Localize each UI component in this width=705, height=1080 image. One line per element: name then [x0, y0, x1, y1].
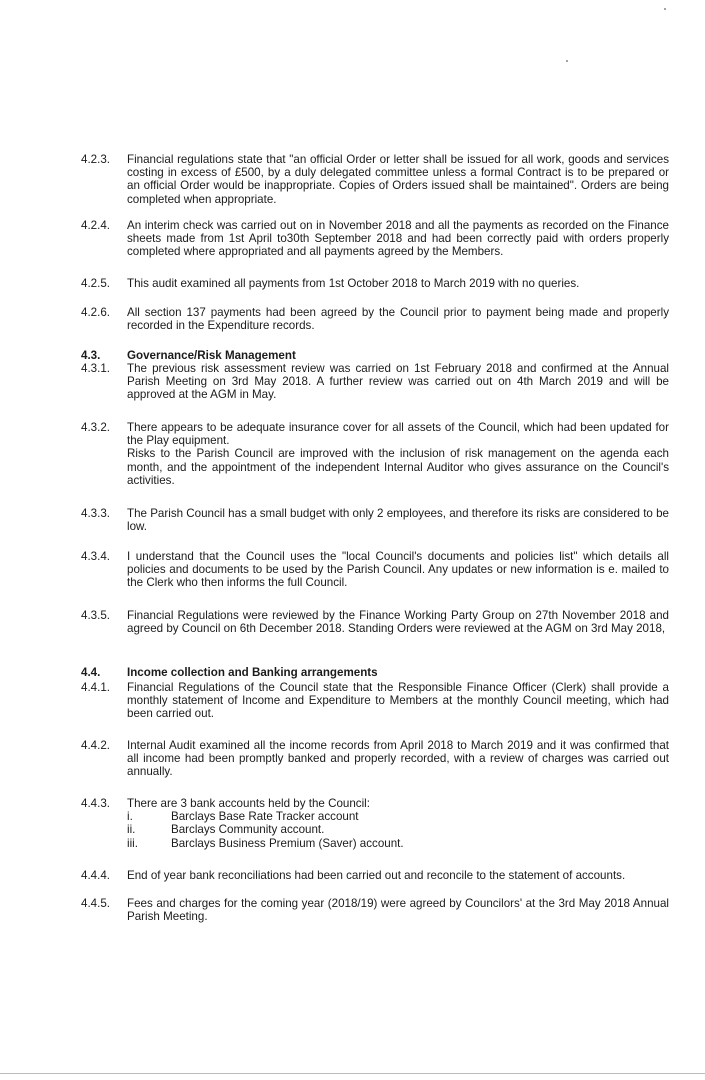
paragraph-text: Financial Regulations of the Council state that the Responsible Finance Officer (Clerk) shall provide a monthly statement of Income and Expenditure to Members at the monthly Council meeting, which had been carried out. [127, 681, 669, 721]
paragraph-number: 4.4.4. [81, 869, 111, 882]
paragraph-4-4-1 [81, 681, 669, 721]
paragraph-4-3-3 [81, 507, 669, 533]
paragraph-number: 4.2.6. [81, 306, 111, 319]
list-item [127, 837, 669, 850]
section-title: Income collection and Banking arrangements [127, 666, 378, 679]
paragraph-4-4-2 [81, 739, 669, 779]
list-numeral: ii. [127, 823, 136, 837]
paragraph-number: 4.4.2. [81, 739, 111, 752]
paragraph-number: 4.2.4. [81, 219, 111, 232]
paragraph-4-4-4 [81, 869, 669, 882]
section-heading-4-3 [81, 349, 669, 362]
paragraph-4-3-4 [81, 550, 669, 590]
paragraph-text: I understand that the Council uses the "local Council's documents and policies list" which details all policies and documents to be used by the Parish Council. Any updates or new information is e. mailed to the Clerk who then informs the full Council. [127, 550, 669, 590]
list-item-label: Barclays Business Premium (Saver) account. [171, 836, 404, 850]
paragraph-number: 4.4.5. [81, 897, 111, 910]
section-number: 4.3. [81, 349, 101, 362]
list-numeral: i. [127, 810, 133, 824]
paragraph-4-3-2 [81, 421, 669, 487]
list-numeral: iii. [127, 836, 138, 850]
paragraph-4-2-6 [81, 306, 669, 332]
paragraph-text: Financial Regulations were reviewed by the Finance Working Party Group on 27th November 2018 and agreed by Council on 6th December 2018. Standing Orders were reviewed at the AGM on 3rd May 2018, [127, 609, 669, 636]
paragraph-4-2-3 [81, 153, 669, 206]
paragraph-number: 4.2.5. [81, 277, 111, 290]
paragraph-number: 4.3.2. [81, 421, 111, 434]
paragraph-4-2-4 [81, 219, 669, 259]
paragraph-text: This audit examined all payments from 1st October 2018 to March 2019 with no queries. [127, 277, 580, 290]
paragraph-text: There are 3 bank accounts held by the Council: [127, 797, 370, 810]
paragraph-number: 4.4.1. [81, 681, 111, 694]
paragraph-4-4-3 [81, 797, 669, 850]
bank-accounts-list [127, 810, 669, 850]
paragraph-text: The Parish Council has a small budget with only 2 employees, and therefore its risks are considered to be low. [127, 507, 669, 534]
list-item-label: Barclays Base Rate Tracker account [171, 810, 359, 824]
scan-speck [664, 8, 666, 10]
paragraph-text: An interim check was carried out on in November 2018 and all the payments as recorded on the Finance sheets made from 1st April to30th September 2018 and had been correctly paid with orders properly completed where appropriated and all payments agreed by the Members. [127, 219, 669, 259]
paragraph-number: 4.3.4. [81, 550, 111, 563]
scan-speck [566, 60, 568, 62]
paragraph-text: There appears to be adequate insurance cover for all assets of the Council, which had been updated for the Play equipment. [127, 421, 669, 448]
paragraph-text: Fees and charges for the coming year (2018/19) were agreed by Councilors' at the 3rd May 2018 Annual Parish Meeting. [127, 897, 669, 924]
paragraph-text: Financial regulations state that "an official Order or letter shall be issued for all work, goods and services costing in excess of £500, by a duly delegated committee unless a formal Contract is to be prepared or an official Order would be inappropriate. Copies of Orders issued shall be maintained". Orders are being completed when appropriate. [127, 153, 669, 206]
paragraph-4-2-5 [81, 277, 669, 290]
paragraph-number: 4.3.5. [81, 609, 111, 622]
paragraph-text: End of year bank reconciliations had been carried out and reconcile to the statement of accounts. [127, 869, 626, 882]
paragraph-number: 4.3.3. [81, 507, 111, 520]
paragraph-text: Internal Audit examined all the income records from April 2018 to March 2019 and it was confirmed that all income had been promptly banked and properly recorded, with a review of charges was carried out annually. [127, 739, 669, 779]
section-title: Governance/Risk Management [127, 349, 296, 362]
list-item-label: Barclays Community account. [171, 823, 325, 837]
list-item [127, 823, 669, 836]
paragraph-number: 4.4.3. [81, 797, 111, 810]
paragraph-4-4-5 [81, 897, 669, 923]
paragraph-text: All section 137 payments had been agreed by the Council prior to payment being made and properly recorded in the Expenditure records. [127, 306, 669, 333]
paragraph-number: 4.3.1. [81, 362, 111, 375]
paragraph-4-3-1 [81, 362, 669, 402]
section-number: 4.4. [81, 666, 101, 679]
paragraph-text: The previous risk assessment review was carried on 1st February 2018 and confirmed at the Annual Parish Meeting on 3rd May 2018. A further review was carried out on 4th March 2019 and will be approved at the AGM in May. [127, 362, 669, 402]
section-heading-4-4 [81, 666, 669, 679]
scan-edge-line [0, 1073, 705, 1074]
paragraph-text-continued: Risks to the Parish Council are improved with the inclusion of risk management on the agenda each month, and the appointment of the independent Internal Auditor who gives assurance on the Council's activities. [127, 447, 669, 487]
paragraph-number: 4.2.3. [81, 153, 111, 166]
paragraph-4-3-5 [81, 609, 669, 635]
list-item [127, 810, 669, 823]
